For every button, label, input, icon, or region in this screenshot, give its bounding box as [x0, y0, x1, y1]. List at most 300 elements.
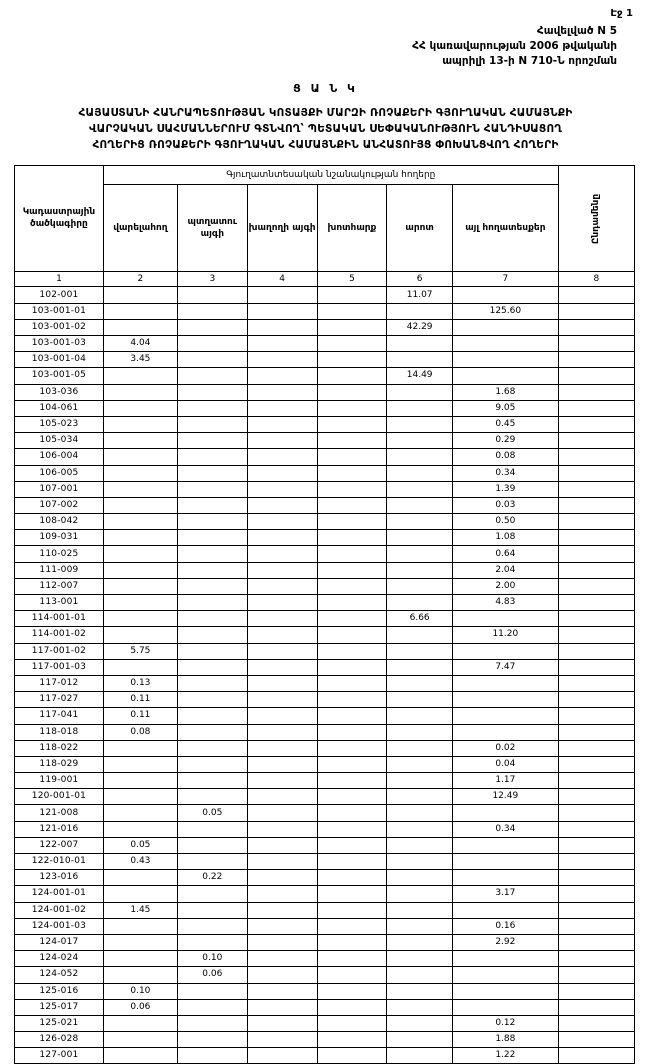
cell-orchard — [177, 530, 247, 546]
cell-vineyard — [247, 983, 317, 999]
cell-other-lands — [452, 805, 558, 821]
header-orchard: պտղատու այգի — [177, 185, 247, 272]
cell-arable — [103, 400, 177, 416]
cell-cadastre-code: 125-021 — [15, 1015, 104, 1031]
cell-other-lands — [452, 999, 558, 1015]
cell-vineyard — [247, 934, 317, 950]
cell-cadastre-code: 124-052 — [15, 967, 104, 983]
cell-vineyard — [247, 384, 317, 400]
cell-other-lands: 0.50 — [452, 514, 558, 530]
cell-hayfield — [317, 611, 387, 627]
cell-orchard: 0.10 — [177, 951, 247, 967]
cell-cadastre-code: 122-007 — [15, 837, 104, 853]
cell-cadastre-code: 104-061 — [15, 400, 104, 416]
cell-total — [558, 530, 634, 546]
cell-vineyard — [247, 821, 317, 837]
cell-other-lands: 0.04 — [452, 756, 558, 772]
table-row — [15, 465, 635, 481]
cell-orchard — [177, 497, 247, 513]
cell-cadastre-code: 120-001-01 — [15, 789, 104, 805]
cell-hayfield — [317, 530, 387, 546]
cell-total — [558, 319, 634, 335]
cell-hayfield — [317, 692, 387, 708]
cell-orchard — [177, 400, 247, 416]
cell-orchard — [177, 465, 247, 481]
cell-pasture — [387, 886, 453, 902]
cell-total — [558, 465, 634, 481]
cell-orchard — [177, 902, 247, 918]
cell-total — [558, 611, 634, 627]
cell-total — [558, 870, 634, 886]
cell-cadastre-code: 103-001-05 — [15, 368, 104, 384]
cell-total — [558, 578, 634, 594]
cell-total — [558, 675, 634, 691]
cell-vineyard — [247, 999, 317, 1015]
cell-total — [558, 692, 634, 708]
cell-hayfield — [317, 837, 387, 853]
cell-total — [558, 886, 634, 902]
cell-total — [558, 902, 634, 918]
cell-vineyard — [247, 837, 317, 853]
cell-cadastre-code: 122-010-01 — [15, 854, 104, 870]
cell-vineyard — [247, 433, 317, 449]
cell-orchard — [177, 449, 247, 465]
cell-pasture — [387, 918, 453, 934]
cell-orchard — [177, 934, 247, 950]
cell-arable — [103, 433, 177, 449]
cell-hayfield — [317, 740, 387, 756]
cell-cadastre-code: 117-001-03 — [15, 659, 104, 675]
table-row — [15, 724, 635, 740]
cell-other-lands — [452, 643, 558, 659]
cell-cadastre-code: 124-017 — [15, 934, 104, 950]
cell-orchard — [177, 1048, 247, 1064]
cell-pasture: 14.49 — [387, 368, 453, 384]
cell-vineyard — [247, 627, 317, 643]
cell-orchard — [177, 433, 247, 449]
cell-other-lands: 2.00 — [452, 578, 558, 594]
cell-cadastre-code: 106-005 — [15, 465, 104, 481]
cell-arable — [103, 951, 177, 967]
cell-orchard — [177, 562, 247, 578]
cell-total — [558, 352, 634, 368]
land-cadastre-table — [14, 165, 635, 1064]
cell-cadastre-code: 119-001 — [15, 773, 104, 789]
cell-orchard — [177, 918, 247, 934]
cell-other-lands: 4.83 — [452, 595, 558, 611]
cell-cadastre-code: 103-001-04 — [15, 352, 104, 368]
cell-orchard — [177, 352, 247, 368]
cell-other-lands: 0.12 — [452, 1015, 558, 1031]
cell-cadastre-code: 114-001-02 — [15, 627, 104, 643]
cell-orchard — [177, 514, 247, 530]
cell-arable — [103, 740, 177, 756]
cell-orchard — [177, 773, 247, 789]
cell-total — [558, 449, 634, 465]
table-row — [15, 449, 635, 465]
cell-total — [558, 821, 634, 837]
cell-hayfield — [317, 659, 387, 675]
cell-other-lands — [452, 983, 558, 999]
cell-orchard — [177, 789, 247, 805]
cell-hayfield — [317, 595, 387, 611]
table-row — [15, 886, 635, 902]
cell-vineyard — [247, 951, 317, 967]
cell-pasture — [387, 724, 453, 740]
cell-orchard — [177, 287, 247, 303]
cell-hayfield — [317, 465, 387, 481]
table-row — [15, 1048, 635, 1064]
cell-pasture — [387, 546, 453, 562]
cell-orchard — [177, 659, 247, 675]
cell-arable — [103, 481, 177, 497]
cell-hayfield — [317, 773, 387, 789]
cell-pasture — [387, 870, 453, 886]
cell-pasture — [387, 530, 453, 546]
cell-other-lands — [452, 854, 558, 870]
cell-vineyard — [247, 708, 317, 724]
cell-hayfield — [317, 368, 387, 384]
cell-other-lands: 0.03 — [452, 497, 558, 513]
cell-total — [558, 756, 634, 772]
appendix-line-3: ապրիլի 13-ի N 710-Ն որոշման — [442, 55, 617, 68]
cell-orchard — [177, 740, 247, 756]
cell-hayfield — [317, 481, 387, 497]
cell-pasture — [387, 934, 453, 950]
cell-vineyard — [247, 967, 317, 983]
cell-total — [558, 1015, 634, 1031]
cell-pasture — [387, 352, 453, 368]
cell-other-lands: 0.34 — [452, 465, 558, 481]
cell-hayfield — [317, 789, 387, 805]
cell-cadastre-code: 124-024 — [15, 951, 104, 967]
cell-orchard — [177, 481, 247, 497]
cell-other-lands — [452, 837, 558, 853]
cell-arable: 0.43 — [103, 854, 177, 870]
cell-hayfield — [317, 967, 387, 983]
cell-arable: 0.06 — [103, 999, 177, 1015]
cell-pasture: 42.29 — [387, 319, 453, 335]
table-row — [15, 643, 635, 659]
cell-vineyard — [247, 352, 317, 368]
title-line-1: ՀԱՅԱՍՏԱՆԻ ՀԱՆՐԱՊԵՏՈՒԹՅԱՆ ԿՈՏԱՅՔԻ ՄԱՐԶԻ ՌՈՉԱՔԵՐԻ ԳՅՈՒՂԱԿԱՆ ՀԱՄԱՅՆՔԻ — [78, 106, 573, 119]
cell-hayfield — [317, 870, 387, 886]
cell-cadastre-code: 127-001 — [15, 1048, 104, 1064]
cell-vineyard — [247, 870, 317, 886]
table-row — [15, 821, 635, 837]
cell-cadastre-code: 117-001-02 — [15, 643, 104, 659]
cell-orchard — [177, 675, 247, 691]
cell-hayfield — [317, 546, 387, 562]
cell-cadastre-code: 109-031 — [15, 530, 104, 546]
cell-arable — [103, 449, 177, 465]
cell-other-lands: 1.68 — [452, 384, 558, 400]
cell-cadastre-code: 105-023 — [15, 416, 104, 432]
cell-arable: 0.05 — [103, 837, 177, 853]
cell-cadastre-code: 107-002 — [15, 497, 104, 513]
colnum-4: 4 — [247, 272, 317, 287]
cell-other-lands: 1.39 — [452, 481, 558, 497]
cell-orchard — [177, 319, 247, 335]
cell-hayfield — [317, 400, 387, 416]
cell-vineyard — [247, 449, 317, 465]
header-other-lands: այլ հողատեսքեր — [452, 185, 558, 272]
table-row — [15, 902, 635, 918]
cell-other-lands — [452, 708, 558, 724]
cell-pasture — [387, 627, 453, 643]
cell-vineyard — [247, 1015, 317, 1031]
cell-arable — [103, 756, 177, 772]
cell-other-lands — [452, 336, 558, 352]
cell-pasture — [387, 481, 453, 497]
cell-other-lands — [452, 287, 558, 303]
cell-hayfield — [317, 934, 387, 950]
cell-vineyard — [247, 773, 317, 789]
table-row — [15, 400, 635, 416]
cell-orchard — [177, 1015, 247, 1031]
cell-total — [558, 336, 634, 352]
cell-cadastre-code: 117-041 — [15, 708, 104, 724]
cell-cadastre-code: 106-004 — [15, 449, 104, 465]
cell-orchard — [177, 578, 247, 594]
cell-total — [558, 497, 634, 513]
cell-orchard: 0.06 — [177, 967, 247, 983]
cell-vineyard — [247, 740, 317, 756]
cell-hayfield — [317, 756, 387, 772]
cell-pasture — [387, 773, 453, 789]
cell-hayfield — [317, 983, 387, 999]
cell-pasture — [387, 740, 453, 756]
cell-hayfield — [317, 578, 387, 594]
appendix-line-2: ՀՀ կառավարության 2006 թվականի — [412, 40, 617, 53]
table-row — [15, 514, 635, 530]
cell-total — [558, 983, 634, 999]
cell-cadastre-code: 121-008 — [15, 805, 104, 821]
cell-other-lands — [452, 967, 558, 983]
cell-other-lands: 3.17 — [452, 886, 558, 902]
cell-vineyard — [247, 303, 317, 319]
cell-pasture — [387, 497, 453, 513]
cell-pasture: 6.66 — [387, 611, 453, 627]
cell-pasture — [387, 983, 453, 999]
cell-arable: 4.04 — [103, 336, 177, 352]
cell-cadastre-code: 117-012 — [15, 675, 104, 691]
table-row — [15, 870, 635, 886]
cell-other-lands — [452, 724, 558, 740]
cell-orchard — [177, 595, 247, 611]
cell-vineyard — [247, 287, 317, 303]
cell-arable — [103, 578, 177, 594]
cell-hayfield — [317, 449, 387, 465]
column-number-row — [15, 272, 635, 287]
cell-pasture — [387, 595, 453, 611]
cell-arable — [103, 530, 177, 546]
cell-arable — [103, 546, 177, 562]
appendix-line-1: Հավելված N 5 — [536, 25, 617, 37]
cell-vineyard — [247, 562, 317, 578]
cell-orchard — [177, 303, 247, 319]
table-row — [15, 918, 635, 934]
cell-vineyard — [247, 1032, 317, 1048]
cell-other-lands: 7.47 — [452, 659, 558, 675]
table-row — [15, 740, 635, 756]
cell-total — [558, 643, 634, 659]
cell-vineyard — [247, 724, 317, 740]
colnum-8: 8 — [558, 272, 634, 287]
cell-hayfield — [317, 319, 387, 335]
cell-total — [558, 1048, 634, 1064]
cell-hayfield — [317, 562, 387, 578]
table-row — [15, 999, 635, 1015]
cell-other-lands — [452, 870, 558, 886]
cell-cadastre-code: 118-022 — [15, 740, 104, 756]
cell-arable — [103, 870, 177, 886]
cell-other-lands: 0.16 — [452, 918, 558, 934]
cell-orchard — [177, 854, 247, 870]
header-agricultural-group: Գյուղատնտեսական նշանակության հողերը — [103, 166, 558, 185]
cell-hayfield — [317, 724, 387, 740]
cell-total — [558, 918, 634, 934]
cell-other-lands: 0.29 — [452, 433, 558, 449]
cell-cadastre-code: 112-007 — [15, 578, 104, 594]
cell-total — [558, 837, 634, 853]
header-hayfield: խոտհարք — [317, 185, 387, 272]
cell-arable: 0.11 — [103, 692, 177, 708]
cell-orchard — [177, 983, 247, 999]
colnum-7: 7 — [452, 272, 558, 287]
cell-pasture — [387, 951, 453, 967]
table-row — [15, 854, 635, 870]
cell-pasture — [387, 789, 453, 805]
cell-pasture — [387, 999, 453, 1015]
table-row — [15, 983, 635, 999]
cell-other-lands — [452, 319, 558, 335]
cell-arable — [103, 627, 177, 643]
cell-arable — [103, 918, 177, 934]
cell-vineyard — [247, 756, 317, 772]
title-line-2: ՎԱՐՉԱԿԱՆ ՍԱՀՄԱՆՆԵՐՈՒՄ ԳՏՆՎՈՂ՝ ՊԵՏԱԿԱՆ ՍԵՓԱԿԱՆՈՒԹՅՈՒՆ ՀԱՆԴԻՍԱՑՈՂ — [88, 122, 563, 135]
cell-orchard — [177, 546, 247, 562]
cell-total — [558, 789, 634, 805]
cell-other-lands: 0.34 — [452, 821, 558, 837]
cell-cadastre-code: 111-009 — [15, 562, 104, 578]
cell-hayfield — [317, 336, 387, 352]
table-row — [15, 578, 635, 594]
cell-arable — [103, 465, 177, 481]
cell-other-lands: 1.88 — [452, 1032, 558, 1048]
cell-cadastre-code: 125-016 — [15, 983, 104, 999]
cell-vineyard — [247, 789, 317, 805]
cell-vineyard — [247, 514, 317, 530]
cell-other-lands — [452, 675, 558, 691]
cell-total — [558, 1032, 634, 1048]
cell-vineyard — [247, 692, 317, 708]
cell-vineyard — [247, 659, 317, 675]
cell-hayfield — [317, 951, 387, 967]
cell-pasture — [387, 449, 453, 465]
cell-orchard — [177, 627, 247, 643]
table-row — [15, 611, 635, 627]
cell-pasture — [387, 416, 453, 432]
cell-orchard — [177, 821, 247, 837]
cell-orchard — [177, 611, 247, 627]
cell-vineyard — [247, 465, 317, 481]
cell-cadastre-code: 114-001-01 — [15, 611, 104, 627]
cell-vineyard — [247, 854, 317, 870]
cell-hayfield — [317, 902, 387, 918]
cell-arable: 0.10 — [103, 983, 177, 999]
page-number: Էջ 1 — [610, 8, 633, 19]
cell-total — [558, 400, 634, 416]
cell-cadastre-code: 103-001-01 — [15, 303, 104, 319]
cell-cadastre-code: 107-001 — [15, 481, 104, 497]
header-vineyard: խաղողի այգի — [247, 185, 317, 272]
cell-arable: 0.13 — [103, 675, 177, 691]
cell-orchard — [177, 756, 247, 772]
cell-cadastre-code: 126-028 — [15, 1032, 104, 1048]
cell-cadastre-code: 124-001-03 — [15, 918, 104, 934]
cell-cadastre-code: 124-001-02 — [15, 902, 104, 918]
cell-total — [558, 951, 634, 967]
cell-arable — [103, 967, 177, 983]
cell-total — [558, 627, 634, 643]
cell-vineyard — [247, 336, 317, 352]
cell-other-lands: 125.60 — [452, 303, 558, 319]
cell-orchard — [177, 384, 247, 400]
cell-hayfield — [317, 627, 387, 643]
cell-pasture — [387, 837, 453, 853]
cell-other-lands — [452, 368, 558, 384]
cell-vineyard — [247, 530, 317, 546]
cell-cadastre-code: 124-001-01 — [15, 886, 104, 902]
cell-other-lands: 0.64 — [452, 546, 558, 562]
table-row — [15, 805, 635, 821]
cell-other-lands: 12.49 — [452, 789, 558, 805]
cell-vineyard — [247, 497, 317, 513]
cell-arable — [103, 384, 177, 400]
cell-other-lands: 1.17 — [452, 773, 558, 789]
cell-total — [558, 546, 634, 562]
cell-other-lands: 1.08 — [452, 530, 558, 546]
table-row — [15, 481, 635, 497]
cell-hayfield — [317, 287, 387, 303]
cell-arable — [103, 497, 177, 513]
cell-pasture — [387, 805, 453, 821]
cell-pasture — [387, 821, 453, 837]
cell-hayfield — [317, 514, 387, 530]
cell-pasture — [387, 1032, 453, 1048]
cell-arable — [103, 1032, 177, 1048]
cell-cadastre-code: 103-001-02 — [15, 319, 104, 335]
table-row — [15, 530, 635, 546]
cell-total — [558, 967, 634, 983]
cell-orchard — [177, 999, 247, 1015]
cell-arable — [103, 805, 177, 821]
cell-total — [558, 934, 634, 950]
cell-hayfield — [317, 1032, 387, 1048]
header-pasture: արոտ — [387, 185, 453, 272]
cell-other-lands: 0.08 — [452, 449, 558, 465]
colnum-2: 2 — [103, 272, 177, 287]
cell-hayfield — [317, 352, 387, 368]
header-total — [558, 166, 634, 272]
cell-pasture — [387, 562, 453, 578]
cell-vineyard — [247, 805, 317, 821]
cell-pasture — [387, 659, 453, 675]
cell-vineyard — [247, 481, 317, 497]
cell-orchard — [177, 1032, 247, 1048]
cell-arable — [103, 934, 177, 950]
